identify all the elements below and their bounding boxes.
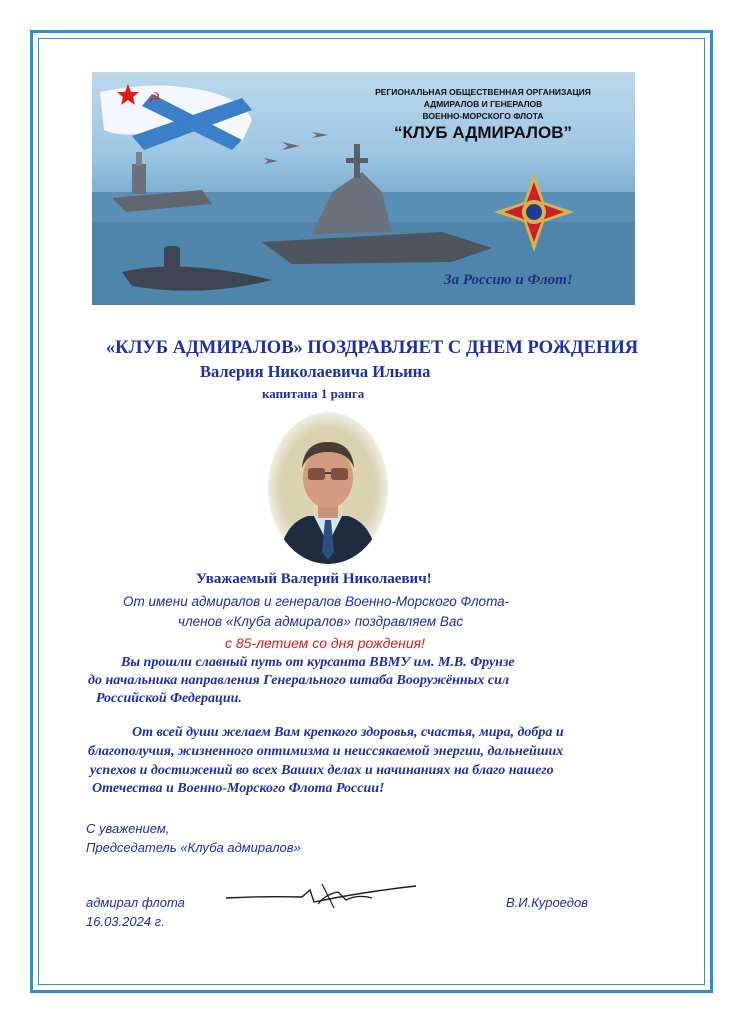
salutation: Уважаемый Валерий Николаевич!: [196, 571, 432, 587]
document-date: 16.03.2024 г.: [86, 914, 165, 929]
congratulation-heading: «КЛУБ АДМИРАЛОВ» ПОЗДРАВЛЯЕТ С ДНЕМ РОЖДЕНИЯ: [105, 338, 639, 358]
honoree-name: Валерия Николаевича Ильина: [200, 362, 431, 381]
aircraft-carrier: [112, 152, 212, 212]
svg-text:☭: ☭: [148, 90, 161, 106]
handwritten-signature: [222, 880, 422, 912]
career-line-1: Вы прошли славный путь от курсанта ВВМУ им. М.В. Фрунзе: [121, 655, 515, 670]
naval-ensign-flag: [100, 84, 252, 150]
signer-rank: адмирал флота: [86, 895, 185, 910]
honoree-portrait: [268, 412, 388, 564]
letter-line-1: От имени адмиралов и генералов Военно-Морского Флота-: [123, 594, 510, 609]
wish-line-1: От всей души желаем Вам крепкого здоровья, счастья, мира, добра и: [132, 725, 564, 740]
signer-name: В.И.Куроедов: [506, 895, 588, 910]
header-banner: [92, 72, 635, 305]
closing: С уважением,: [86, 821, 170, 836]
career-line-2: до начальника направления Генерального штаба Вооружённых сил: [88, 673, 510, 688]
club-title: “КЛУБ АДМИРАЛОВ”: [394, 123, 572, 142]
wish-line-4: Отечества и Военно-Морского Флота России!: [92, 781, 385, 796]
honoree-rank: капитана 1 ранга: [262, 386, 365, 401]
slogan: За Россию и Флот!: [444, 272, 573, 288]
organization-name: РЕГИОНАЛЬНАЯ ОБЩЕСТВЕННАЯ ОРГАНИЗАЦИЯ АДМИРАЛОВ И ГЕНЕРАЛОВ ВОЕННО-МОРСКОГО ФЛОТА: [375, 87, 591, 121]
letter-line-2: членов «Клуба адмиралов» поздравляем Вас: [178, 614, 464, 629]
wish-line-2: благополучия, жизненного оптимизма и неиссякаемой энергии, дальнейших: [88, 744, 564, 759]
aircraft-icons: [264, 132, 328, 164]
anniversary-line: с 85-летием со дня рождения!: [225, 635, 425, 651]
signer-position: Председатель «Клуба адмиралов»: [86, 840, 301, 855]
career-line-3: Российской Федерации.: [96, 691, 242, 706]
wish-line-3: успехов и достижений во всех Ваших делах и начинаниях на благо нашего: [90, 763, 554, 778]
